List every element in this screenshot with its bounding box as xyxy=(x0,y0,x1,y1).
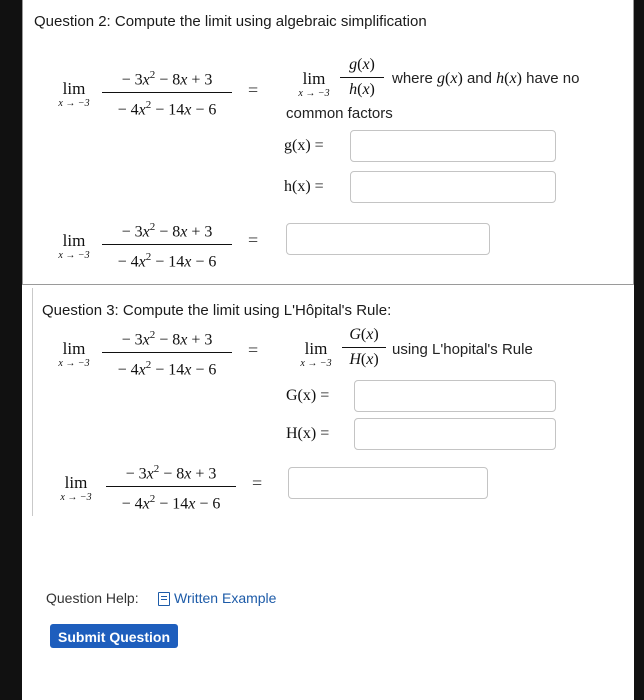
question-3-title: Question 3: Compute the limit using L'Hôpital's Rule: xyxy=(42,302,392,319)
rational-fraction: − $3x^2 - 8x + 3$ − $4x^2 - 14x - 6$ xyxy=(102,218,232,272)
written-example-link[interactable]: Written Example xyxy=(174,590,277,606)
limit-expression: lim x → −3 xyxy=(58,79,90,109)
limit-expression: lim x → −3 xyxy=(300,339,332,369)
equals-sign: = xyxy=(248,230,259,250)
rational-fraction: − $3x^2 - 8x + 3$ − $4x^2 - 14x - 6$ xyxy=(102,326,232,380)
equals-sign: = xyxy=(248,340,259,360)
rational-fraction: − $3x^2 - 8x + 3$ − $4x^2 - 14x - 6$ xyxy=(102,66,232,120)
equals-sign: = xyxy=(248,80,259,100)
h-label: h(x) = xyxy=(284,178,324,195)
G-label: G(x) = xyxy=(286,387,330,404)
equals-sign: = xyxy=(252,473,263,493)
limit-expression: lim x → −3 xyxy=(58,231,90,261)
where-clause: where g(x) and h(x) have no xyxy=(392,70,580,87)
H-input[interactable] xyxy=(354,418,556,450)
limit-expression: lim x → −3 xyxy=(298,69,330,99)
question-card xyxy=(22,0,634,700)
q2-answer-input[interactable] xyxy=(286,223,490,255)
g-input[interactable] xyxy=(350,130,556,162)
limit-expression: lim x → −3 xyxy=(60,473,92,503)
g-over-h-fraction: g(x) h(x) xyxy=(340,56,384,99)
document-icon xyxy=(158,592,170,606)
rational-fraction: − $3x^2 - 8x + 3$ − $4x^2 - 14x - 6$ xyxy=(106,460,236,514)
g-label: g(x) = xyxy=(284,137,324,154)
G-over-H-fraction: G(x) H(x) xyxy=(342,326,386,369)
question-help-label: Question Help: xyxy=(46,590,139,606)
H-label: H(x) = xyxy=(286,425,330,442)
q3-answer-input[interactable] xyxy=(288,467,488,499)
common-factors-text: common factors xyxy=(286,105,393,122)
using-lhopital-text: using L'hopital's Rule xyxy=(392,341,533,358)
G-input[interactable] xyxy=(354,380,556,412)
h-input[interactable] xyxy=(350,171,556,203)
submit-question-button[interactable]: Submit Question xyxy=(50,624,178,648)
question-2-title: Question 2: Compute the limit using algebraic simplification xyxy=(34,13,427,30)
limit-expression: lim x → −3 xyxy=(58,339,90,369)
